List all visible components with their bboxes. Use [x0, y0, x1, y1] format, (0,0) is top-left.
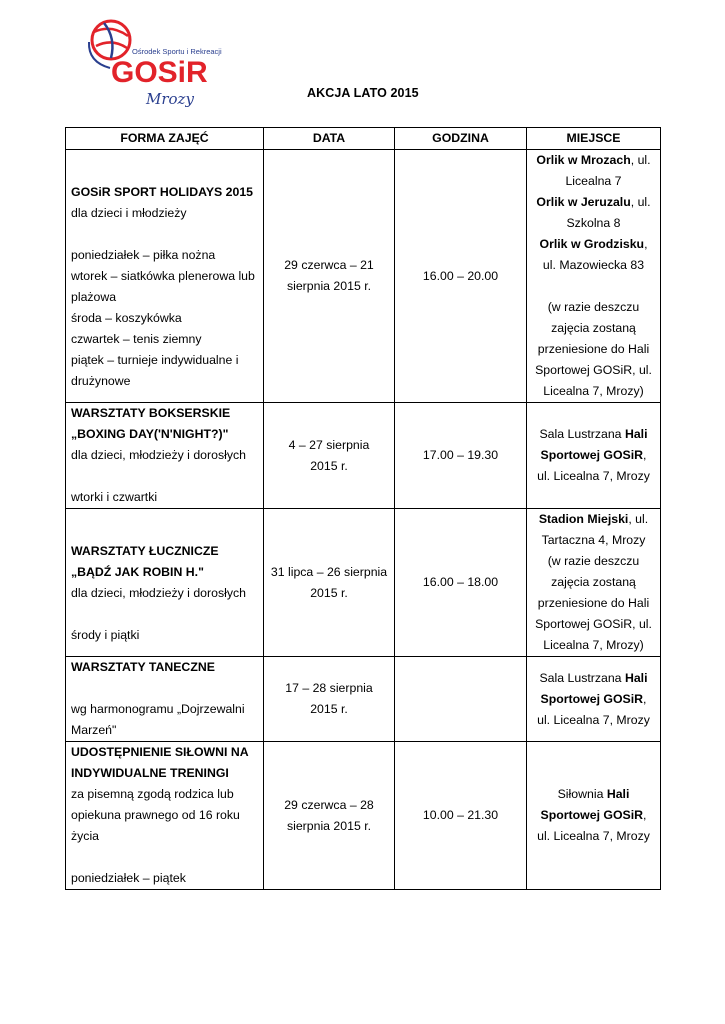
header-place: MIEJSCE — [527, 128, 661, 150]
place-sep: , ul. — [628, 512, 649, 526]
logo-small-text: Ośrodek Sportu i Rekreacji — [132, 47, 222, 56]
place-sep: , ul. — [630, 153, 651, 167]
cell-time: 16.00 – 20.00 — [395, 150, 527, 403]
activity-note: Marzeń" — [71, 723, 117, 737]
cell-form — [66, 403, 264, 509]
activity-note: opiekuna prawnego od 16 roku — [71, 808, 240, 822]
place-address: ul. Mazowiecka 83 — [542, 258, 645, 272]
table-row — [66, 509, 661, 657]
table-header-row — [66, 128, 661, 150]
activity-subtitle: „BOXING DAY('N'NIGHT?)" — [71, 427, 229, 441]
place-name: Sportowej GOSiR — [540, 691, 644, 706]
activity-audience: dla dzieci i młodzieży — [71, 205, 187, 220]
place-name: Hali — [606, 787, 630, 801]
place-name: Orlik w Mrozach — [536, 153, 631, 167]
activity-subtitle: INDYWIDUALNE TRENINGI — [71, 766, 229, 780]
schedule-line: drużynowe — [71, 373, 131, 388]
cell-date — [264, 657, 395, 742]
place-name: Sportowej GOSiR — [540, 808, 644, 822]
place-sep: , — [643, 808, 647, 822]
schedule-table — [65, 127, 661, 890]
cell-form — [66, 742, 264, 890]
activity-title: WARSZTATY BOKSERSKIE — [71, 406, 231, 420]
date-line: sierpnia 2015 r. — [286, 818, 372, 833]
table-row — [66, 742, 661, 890]
place-name: Sportowej GOSiR — [540, 448, 644, 462]
rain-note-line: Licealna 7, Mrozy) — [543, 638, 644, 652]
place-address: ul. Licealna 7, Mrozy — [537, 829, 650, 843]
place-address: Tartaczna 4, Mrozy — [541, 533, 646, 547]
document-title: AKCJA LATO 2015 — [307, 86, 419, 100]
cell-time — [395, 657, 527, 742]
activity-audience: dla dzieci, młodzieży i dorosłych — [71, 448, 246, 462]
rain-note-line: przeniesione do Hali — [537, 596, 650, 610]
activity-subtitle: „BĄDŹ JAK ROBIN H." — [71, 564, 204, 579]
table-row — [66, 657, 661, 742]
cell-place — [527, 742, 661, 890]
schedule-line: środa – koszykówka — [71, 310, 182, 325]
header-form: FORMA ZAJĘĆ — [66, 128, 264, 150]
activity-title: WARSZTATY TANECZNE — [71, 660, 215, 674]
schedule-line: wtorek – siatkówka plenerowa lub — [71, 268, 255, 283]
activity-note: życia — [71, 829, 100, 843]
place-address: ul. Licealna 7, Mrozy — [537, 712, 650, 727]
header-date: DATA — [264, 128, 395, 150]
rain-note-line: przeniesione do Hali — [537, 342, 650, 356]
date-line: 2015 r. — [310, 585, 348, 600]
activity-days: wtorki i czwartki — [71, 490, 158, 504]
cell-date — [264, 509, 395, 657]
place-sep: , — [643, 691, 647, 706]
place-sep: , — [644, 237, 648, 251]
cell-place — [527, 403, 661, 509]
place-address: ul. Licealna 7, Mrozy — [537, 469, 650, 483]
logo-brand-text: GOSiR — [111, 56, 208, 89]
rain-note-line: zajęcia zostaną — [551, 575, 636, 589]
place-address: Licealna 7 — [565, 174, 622, 188]
schedule-line: piątek – turnieje indywidualne i — [71, 352, 239, 367]
date-line: 2015 r. — [310, 458, 348, 473]
place-name: Orlik w Grodzisku — [539, 237, 645, 251]
logo-script-text: Mrozy — [146, 90, 194, 108]
activity-title: GOSiR SPORT HOLIDAYS 2015 — [71, 184, 254, 199]
rain-note-line: Licealna 7, Mrozy) — [543, 384, 644, 398]
schedule-line: czwartek – tenis ziemny — [71, 331, 202, 346]
date-line: 29 czerwca – 28 — [284, 797, 374, 812]
rain-note-line: (w razie deszczu — [547, 554, 640, 568]
rain-note-line: Sportowej GOSiR, ul. — [535, 617, 652, 631]
date-line: 29 czerwca – 21 — [284, 258, 374, 272]
activity-audience: dla dzieci, młodzieży i dorosłych — [71, 585, 246, 600]
gosir-logo-graphic — [84, 16, 234, 112]
cell-date — [264, 403, 395, 509]
place-text: Sala Lustrzana — [539, 670, 625, 685]
header-time: GODZINA — [395, 128, 527, 150]
schedule-line: plażowa — [71, 289, 117, 304]
table-row — [66, 403, 661, 509]
rain-note-line: (w razie deszczu — [547, 300, 640, 314]
activity-note: za pisemną zgodą rodzica lub — [71, 787, 234, 801]
activity-days: poniedziałek – piątek — [71, 871, 186, 885]
cell-place — [527, 657, 661, 742]
gosir-logo — [84, 16, 234, 112]
cell-time: 17.00 – 19.30 — [395, 403, 527, 509]
schedule-line: poniedziałek – piłka nożna — [71, 247, 216, 262]
date-line: 2015 r. — [310, 702, 348, 716]
cell-form — [66, 509, 264, 657]
cell-form — [66, 657, 264, 742]
date-line: sierpnia 2015 r. — [286, 279, 372, 293]
activity-days: środy i piątki — [71, 627, 140, 642]
cell-place — [527, 509, 661, 657]
rain-note-line: Sportowej GOSiR, ul. — [535, 363, 652, 377]
table-row — [66, 150, 661, 403]
place-address: Szkolna 8 — [566, 216, 621, 230]
cell-place — [527, 150, 661, 403]
place-text: Sala Lustrzana — [539, 427, 625, 441]
place-name: Stadion Miejski — [538, 512, 629, 526]
place-name: Hali — [624, 670, 648, 685]
rain-note-line: zajęcia zostaną — [551, 321, 636, 335]
cell-time: 10.00 – 21.30 — [395, 742, 527, 890]
activity-note: wg harmonogramu „Dojrzewalni — [71, 702, 245, 716]
place-name: Hali — [624, 427, 648, 441]
place-sep: , — [643, 448, 647, 462]
place-text: Siłownia — [557, 787, 607, 801]
cell-form — [66, 150, 264, 403]
cell-time: 16.00 – 18.00 — [395, 509, 527, 657]
place-sep: , ul. — [630, 195, 651, 209]
date-line: 4 – 27 sierpnia — [288, 437, 370, 452]
date-line: 17 – 28 sierpnia — [285, 681, 373, 695]
cell-date — [264, 742, 395, 890]
cell-date — [264, 150, 395, 403]
date-line: 31 lipca – 26 sierpnia — [270, 564, 388, 579]
activity-title: WARSZTATY ŁUCZNICZE — [71, 543, 219, 558]
activity-title: UDOSTĘPNIENIE SIŁOWNI NA — [71, 745, 249, 759]
place-name: Orlik w Jeruzalu — [536, 195, 631, 209]
